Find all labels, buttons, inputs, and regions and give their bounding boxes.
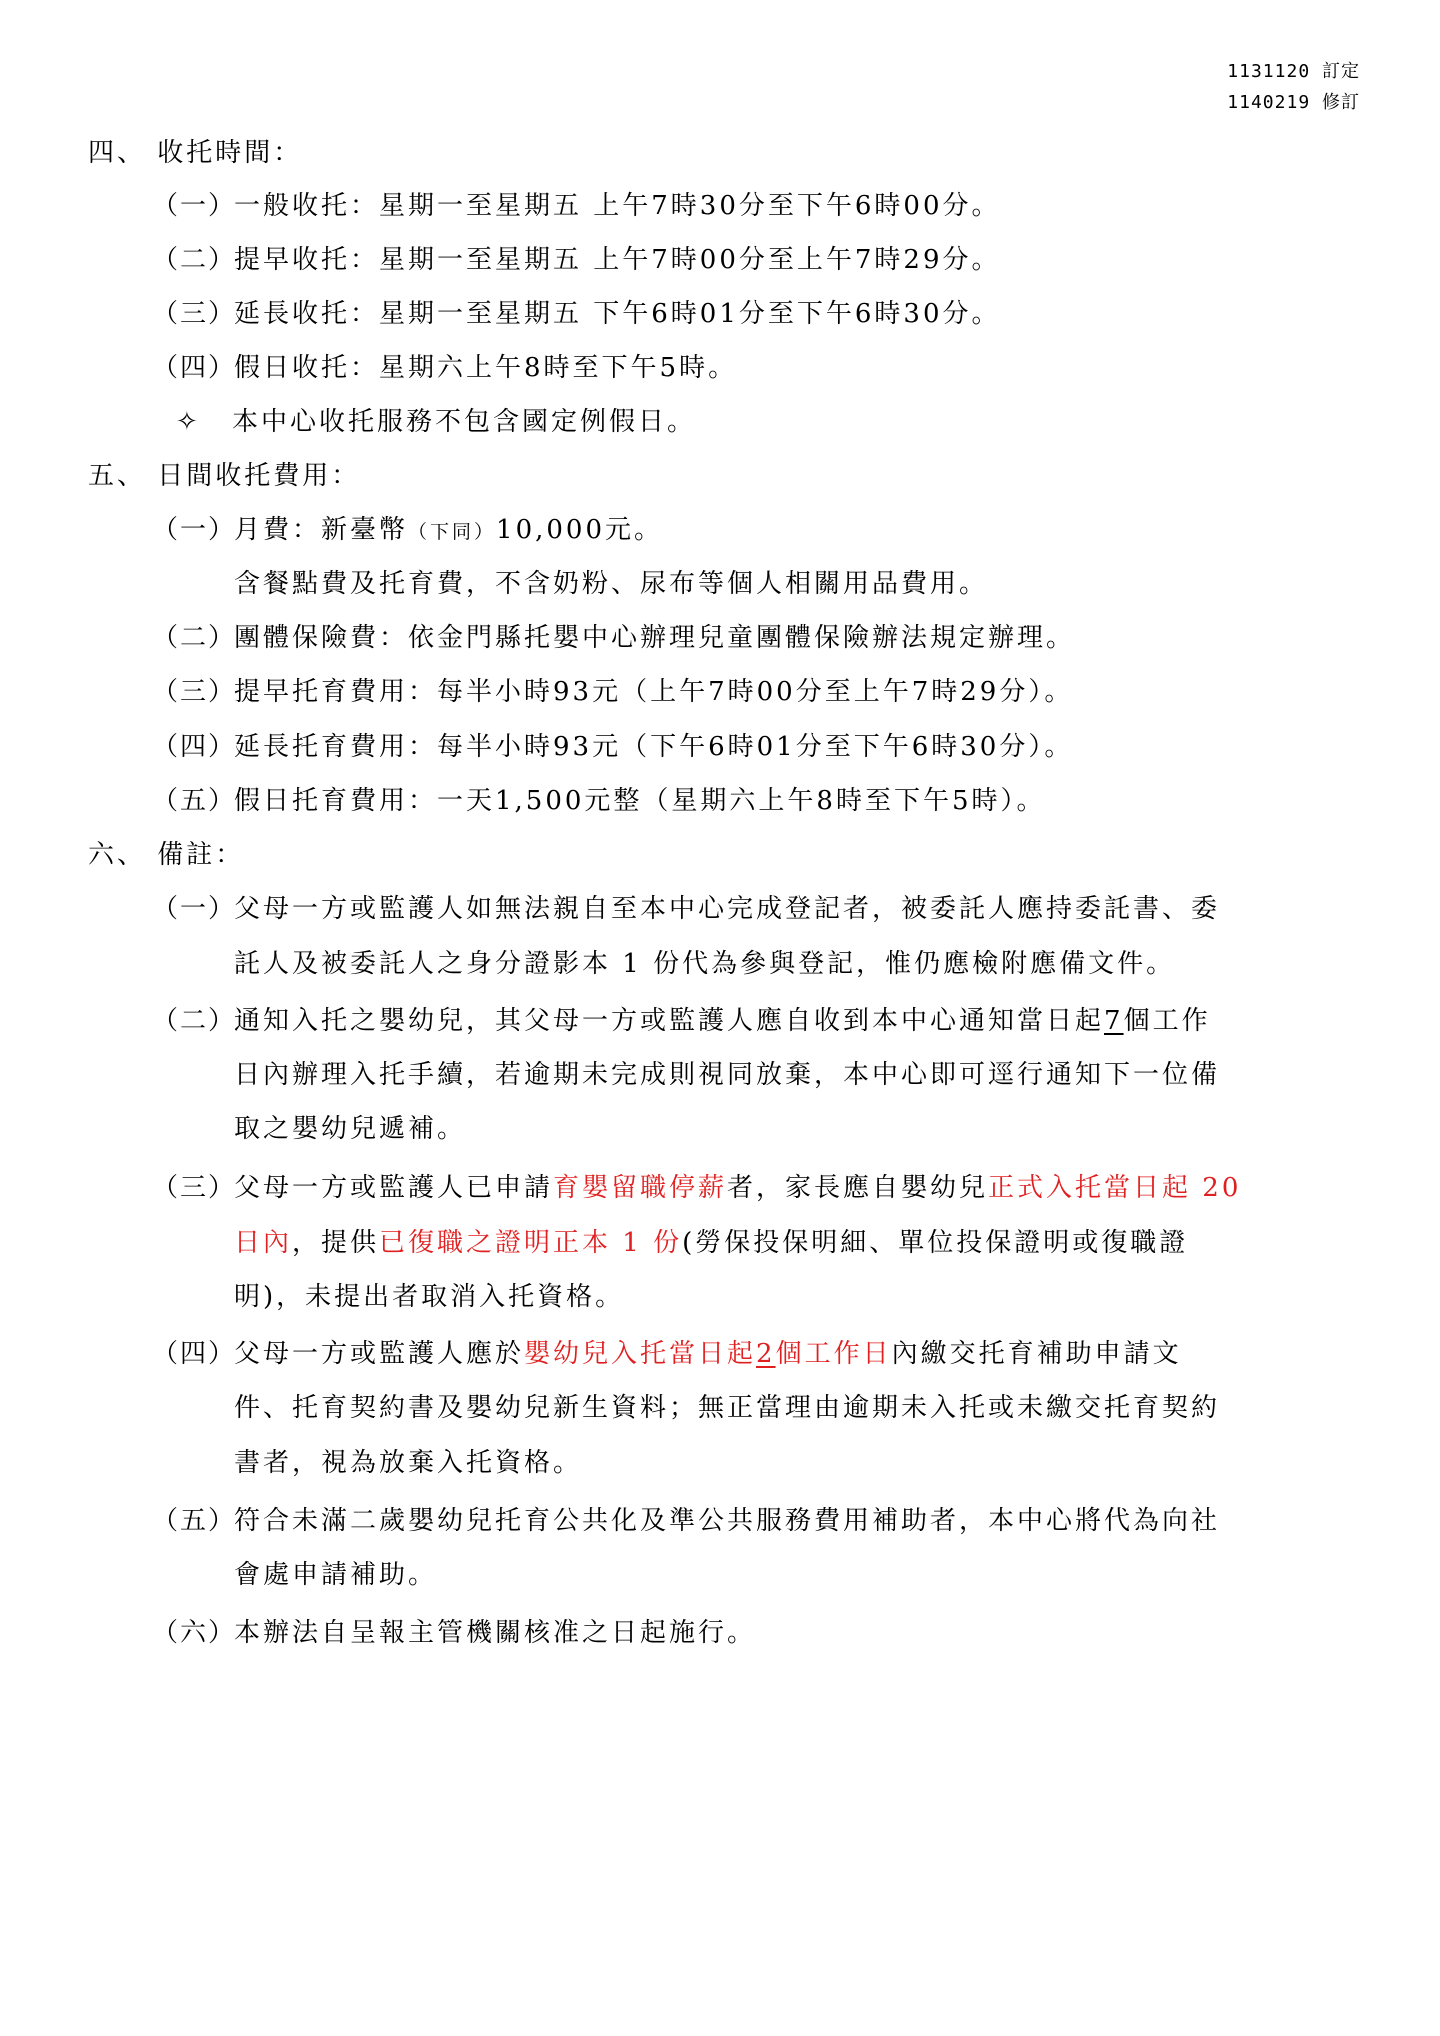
item-label: （四） [152,1339,237,1369]
section-6-item-2-line-3: 取之嬰幼兒遞補。 [234,1114,467,1144]
section-6-item-5 [152,1500,1220,1537]
section-5-item-2 [152,617,1075,654]
section-6-item-3-line-2 [234,1222,1188,1259]
section-4-note [176,401,696,438]
section-5-item-5 [152,780,1046,817]
item-text: 個工作 [1123,1006,1211,1036]
highlight-text: 已復職之證明正本 1 份 [379,1228,683,1258]
item-text-small: （下同） [408,521,497,543]
item-label: （三） [152,1173,237,1203]
item-text: 者，家長應自嬰幼兒 [727,1173,989,1203]
item-text: 通知入托之嬰幼兒，其父母一方或監護人應自收到本中心通知當日起 [234,1006,1105,1036]
item-label: （六） [152,1618,237,1648]
section-6-item-6 [152,1612,756,1649]
item-text: 一般收托：星期一至星期五 上午7時30分至下午6時00分。 [234,191,1001,221]
highlight-text: 正式入托當日起 20 [988,1173,1242,1203]
item-text: 月費：新臺幣 [234,515,409,545]
item-text: 提早收托：星期一至星期五 上午7時00分至上午7時29分。 [234,245,1001,275]
section-6-item-4 [152,1333,1182,1370]
item-text: ，提供 [292,1228,380,1258]
item-text: 延長托育費用：每半小時93元（下午6時01分至下午6時30分）。 [234,732,1074,762]
item-label: （一） [152,191,237,221]
section-5-item-1-continued: 含餐點費及托育費，不含奶粉、尿布等個人相關用品費用。 [234,569,989,599]
section-6-item-2 [152,1000,1211,1037]
section-5-item-3 [152,671,1073,708]
section-5-item-1 [152,509,663,546]
section-4-item-3 [152,293,1001,330]
section-4-title: 四、 收托時間： [88,138,303,168]
note-text: 本中心收托服務不包含國定例假日。 [232,407,697,437]
section-6-item-1-line-2: 託人及被委託人之身分證影本 1 份代為參與登記，惟仍應檢附應備文件。 [234,949,1176,979]
section-6-title: 六、 備註： [88,840,245,870]
section-6-item-3 [152,1167,1241,1204]
item-text: 符合未滿二歲嬰幼兒托育公共化及準公共服務費用補助者，本中心將代為向社 [234,1506,1221,1536]
section-5-title: 五、 日間收托費用： [88,461,361,491]
item-label: （二） [152,245,237,275]
item-label: （二） [152,623,237,653]
highlight-text: 嬰幼兒入托當日起 [524,1339,757,1369]
item-label: （二） [152,1006,237,1036]
section-6-item-5-line-2: 會處申請補助。 [234,1560,438,1590]
item-text: 假日托育費用：一天1,500元整（星期六上午8時至下午5時）。 [234,786,1046,816]
highlight-number: 2 [756,1339,776,1369]
item-label: （一） [152,515,237,545]
section-6-item-3-line-3: 明)，未提出者取消入托資格。 [234,1282,625,1312]
section-6-item-2-line-2: 日內辦理入托手續，若逾期未完成則視同放棄，本中心即可逕行通知下一位備 [234,1060,1221,1090]
highlight-text: 育嬰留職停薪 [553,1173,728,1203]
highlight-text: 日內 [234,1228,293,1258]
revision-amended: 1140219 修訂 [1227,92,1360,113]
item-label: （五） [152,786,237,816]
section-6-item-4-line-3: 書者，視為放棄入托資格。 [234,1448,583,1478]
item-label: （五） [152,1506,237,1536]
item-text: 父母一方或監護人應於 [234,1339,525,1369]
section-4-item-2 [152,239,1001,276]
item-label: （一） [152,894,237,924]
item-label: （四） [152,353,237,383]
section-6-item-1 [152,888,1220,925]
item-text: 延長收托：星期一至星期五 下午6時01分至下午6時30分。 [234,299,1001,329]
item-label: （三） [152,677,237,707]
item-text: 提早托育費用：每半小時93元（上午7時00分至上午7時29分）。 [234,677,1074,707]
item-text: (勞保投保明細、單位投保證明或復職證 [682,1228,1189,1258]
highlight-text: 個工作日 [775,1339,892,1369]
item-text: 內繳交托育補助申請文 [891,1339,1182,1369]
item-label: （四） [152,732,237,762]
item-number: 7 [1104,1006,1124,1036]
item-text: 本辦法自呈報主管機關核准之日起施行。 [234,1618,757,1648]
item-text: 父母一方或監護人已申請 [234,1173,554,1203]
diamond-star-icon: ✧ [176,407,201,437]
section-4-item-4 [152,347,737,384]
item-text: 父母一方或監護人如無法親自至本中心完成登記者，被委託人應持委託書、委 [234,894,1221,924]
item-text: 10,000元。 [496,515,664,545]
revision-block [1227,56,1360,118]
section-6-item-4-line-2: 件、托育契約書及嬰幼兒新生資料；無正當理由逾期未入托或未繳交托育契約 [234,1393,1221,1423]
item-text: 團體保險費：依金門縣托嬰中心辦理兒童團體保險辦法規定辦理。 [234,623,1076,653]
item-label: （三） [152,299,237,329]
revision-enacted: 1131120 訂定 [1227,61,1360,82]
item-text: 假日收托：星期六上午8時至下午5時。 [234,353,738,383]
section-5-item-4 [152,726,1073,763]
section-4-item-1 [152,185,1001,222]
